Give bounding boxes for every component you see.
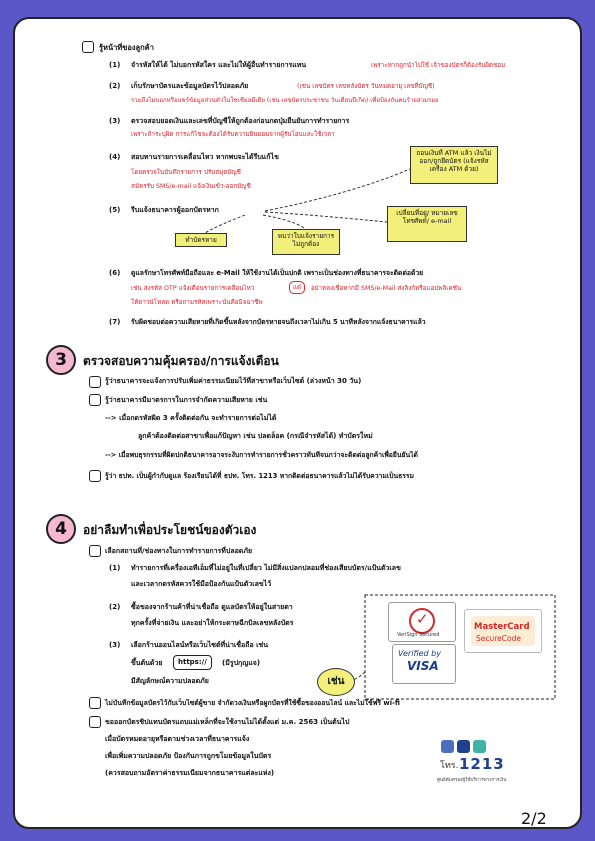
checkbox[interactable]	[89, 394, 101, 406]
highlight-but: แต่	[289, 281, 305, 294]
item-text: ตรวจสอบยอดเงินและเลขที่บัญชีให้ถูกต้องก่อนกดปุ่มยืนยันการทำรายการ	[131, 117, 350, 125]
item-text: ทุกครั้งที่จ่ายเงิน และอย่าให้กระดาษฉีกบิลเลขหลังบัตร	[131, 619, 294, 627]
section-number: 4	[46, 514, 76, 544]
item-note: (เช่น เลขบัตร เลขหลังบัตร วันหมดอายุ เลขที่บัญชี)	[297, 83, 435, 90]
item-note: เช่น ส่งรหัส OTP แจ้งเตือนรายการเคลื่อนไหว	[131, 285, 255, 292]
page-number: 2/2	[521, 809, 547, 828]
item-number: (5)	[109, 206, 121, 214]
contact-tag: ศูนย์คุ้มครองผู้ใช้บริการทางการเงิน	[437, 778, 507, 783]
item-number: (1)	[109, 564, 121, 572]
checklist-text: --> เมื่อพบธุรกรรมที่ผิดปกติธนาคารอาจระงับการทำรายการชั่วคราวทันทีจนกว่าจะติดต่อลูกค้าเพื่อยืนยันได้	[105, 451, 418, 459]
item-number: (4)	[109, 153, 121, 161]
item-note: รวมถึงไม่บอกหรือแชร์ข้อมูลส่วนตัวในโซเชียลมีเดีย (เช่น เลขบัตรประชาชน วันเดือนปีเกิด) เพื่อป้องกันคนร้ายสวมรอย	[131, 97, 439, 104]
checklist-text: ลูกค้าต้องติดต่อสาขาเพื่อแก้ปัญหา เช่น ปลดล็อค (กรณีจำรหัสได้) ทำบัตรใหม่	[138, 432, 373, 440]
item-text: (มีรูปกุญแจ)	[222, 659, 261, 667]
phone-icon	[457, 740, 470, 753]
item-number: (3)	[109, 641, 121, 649]
item-number: (6)	[109, 269, 121, 277]
checkbox[interactable]	[89, 376, 101, 388]
checklist-text: (ควรสอบถามอัตราค่าธรรมเนียมจากธนาคารแต่ละแห่ง)	[105, 769, 275, 777]
section-title: อย่าลืมทำเพื่อประโยชน์ของตัวเอง	[83, 523, 257, 537]
checklist-text: ไม่บันทึกข้อมูลบัตรไว้กับเว็บไซต์ผู้ขาย จำกัดวงเงินหรือผูกบัตรที่ใช้ซื้อของออนไลน์ และไม่ใช้ฟรี wi-fi	[105, 699, 400, 707]
connector-lines	[15, 19, 584, 349]
item-note: สมัครรับ SMS/e-mail แจ้งเงินเข้า-ออกบัญชี	[131, 183, 251, 190]
item-number: (7)	[109, 318, 121, 326]
example-tag: เช่น	[317, 668, 355, 696]
section-title: ตรวจสอบความคุ้มครอง/การแจ้งเตือน	[83, 354, 279, 368]
item-note: โดยตรวจในบันทึกรายการ ปรับสมุดบัญชี	[131, 169, 241, 176]
item-text: ซื้อของจากร้านค้าที่น่าเชื่อถือ ดูแลบัตรให้อยู่ในสายตา	[131, 603, 293, 611]
item-note: เพราะถ้าระบุผิด การแก้ไขจะต้องได้รับความยินยอมจากผู้รับโอนและใช้เวลา	[131, 131, 335, 138]
checklist-text: เมื่อบัตรหมดอายุหรือตามช่วงเวลาที่ธนาคารแจ้ง	[105, 735, 250, 743]
contact-prefix: โทร.	[440, 761, 459, 771]
checklist-text: รู้ว่าธนาคารจะแจ้งการปรับเพิ่มค่าธรรมเนียมไว้ที่สาขาหรือเว็บไซต์ (ล่วงหน้า 30 วัน)	[105, 377, 362, 385]
item-text: รับผิดชอบต่อความเสียหายที่เกิดขึ้นหลังจากบัตรหายจนถึงเวลาไม่เกิน 5 นาทีหลังจากแจ้งธนาคารแล้ว	[131, 318, 426, 326]
checkmark-icon: ✓	[409, 608, 435, 634]
item-number: (2)	[109, 82, 121, 90]
note-lost-card: ทำบัตรหาย	[175, 233, 227, 247]
section-header: รู้หน้าที่ของลูกค้า	[99, 43, 154, 52]
item-number: (2)	[109, 603, 121, 611]
chat-icon	[473, 740, 486, 753]
item-note: ให้ดาวน์โหลด หรือถามรหัสเพราะนั่นคือมิจฉาชีพ	[131, 299, 263, 306]
item-number: (1)	[109, 61, 121, 69]
verisign-badge: ✓ VeriSign Secured	[388, 602, 456, 642]
contact-number: 1213	[459, 755, 505, 773]
item-note: อย่าหลงเชื่อหากมี SMS/e-Mail ส่งลิงก์หรือแอปพลิเคชัน	[311, 285, 462, 292]
checkbox[interactable]	[89, 697, 101, 709]
checkbox[interactable]	[89, 716, 101, 728]
note-statement: พบว่าใบแจ้งรายการ ไม่ถูกต้อง	[272, 229, 340, 255]
item-note: เพราะหากถูกนำไปใช้ เจ้าของบัตรก็ต้องรับผิดชอบ	[371, 62, 506, 69]
item-text: ขึ้นต้นด้วย	[131, 659, 163, 667]
note-change-info: เปลี่ยนที่อยู่/ หมายเลขโทรศัพท์/ e-mail	[387, 206, 467, 242]
item-text: จำรหัสให้ได้ ไม่บอกรหัสใคร และไม่ให้ผู้อื่นทำรายการแทน	[131, 61, 307, 69]
item-text: มีสัญลักษณ์ความปลอดภัย	[131, 677, 209, 685]
section-number: 3	[46, 345, 76, 375]
checklist-text: --> เมื่อกดรหัสผิด 3 ครั้งติดต่อกัน จะทำรายการต่อไม่ได้	[105, 414, 277, 422]
mastercard-badge: MasterCard SecureCode	[464, 609, 542, 653]
item-number: (3)	[109, 117, 121, 125]
checklist-text: เพื่อเพิ่มความปลอดภัย ป้องกันการถูกขโมยข้อมูลในบัตร	[105, 752, 272, 760]
checklist-text: รู้ว่าธนาคารมีมาตรการในการจำกัดความเสียหาย เช่น	[105, 396, 268, 404]
page	[13, 17, 582, 829]
item-text: รีบแจ้งธนาคารผู้ออกบัตรหาก	[131, 206, 219, 214]
note-atm: ถอนเงินที่ ATM แล้ว เงินไม่ออก/ถูกยึดบัตร (แจ้งรหัสเครื่อง ATM ด้วย)	[410, 146, 498, 184]
item-text: ทำรายการที่เครื่องเอทีเอ็มที่ไม่อยู่ในที่เปลี่ยว ไม่มีสิ่งแปลกปลอมที่ช่องเสียบบัตร/แป้นตัวเลข	[131, 564, 401, 572]
checklist-text: ขอออกบัตรชิปแทนบัตรแถบแม่เหล็กที่จะใช้งานไม่ได้ตั้งแต่ ม.ค. 2563 เป็นต้นไป	[105, 718, 350, 726]
checkbox[interactable]	[89, 545, 101, 557]
verified-by-visa-badge: Verified by VISA	[392, 644, 456, 684]
checklist-text: เลือกสถานที่/ช่องทางในการทำรายการที่ปลอดภัย	[105, 547, 253, 555]
checkbox[interactable]	[89, 470, 101, 482]
checklist-text: รู้ว่า ธปท. เป็นผู้กำกับดูแล ร้องเรียนได้ที่ ธปท. โทร. 1213 หากติดต่อธนาคารแล้วไม่ได้รับความเป็นธรรม	[105, 472, 415, 480]
bank-icon	[441, 740, 454, 753]
https-box: https://	[173, 655, 212, 670]
item-text: และเวลากดรหัสควรใช้มือป้องกันแป้นตัวเลขไว้	[131, 580, 272, 588]
item-text: เก็บรักษาบัตรและข้อมูลบัตรไว้ปลอดภัย	[131, 82, 249, 90]
item-text: ดูแลรักษาโทรศัพท์มือถือและ e-Mail ให้ใช้งานได้เป็นปกติ เพราะเป็นช่องทางที่ธนาคารจะติดต่อด้วย	[131, 269, 424, 277]
item-text: สอบทานรายการเคลื่อนไหว หากพบจะได้รีบแก้ไข	[131, 153, 279, 161]
item-text: เลือกร้านออนไลน์หรือเว็บไซต์ที่น่าเชื่อถือ เช่น	[131, 641, 269, 649]
